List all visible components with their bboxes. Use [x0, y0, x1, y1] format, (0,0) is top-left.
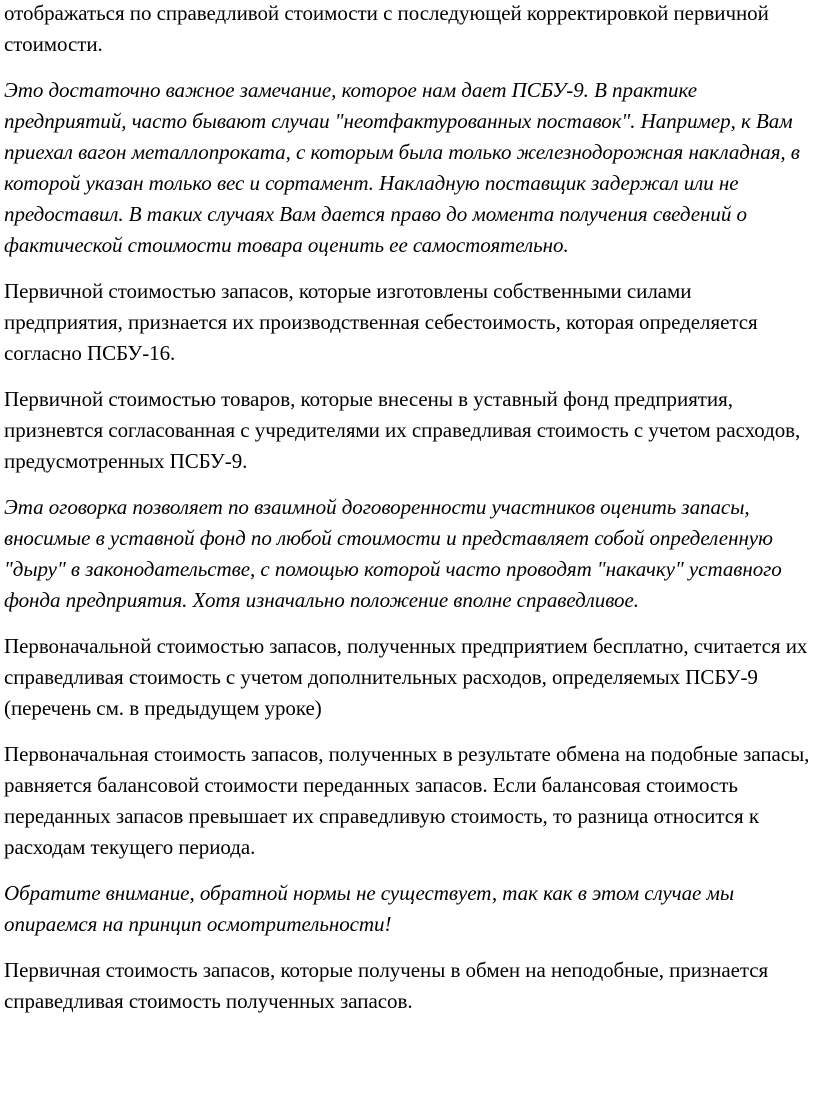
paragraph-charter-fund-loophole-note: Эта оговорка позволяет по взаимной договоренности участников оценить запасы, вносимые в уставной фонд по любой стоимости и представляет собой определенную "дыру" в законодательстве, с помощью которой часто проводят "накачку" уставного фонда предприятия. Хотя изначально положение вполне справедливое. [4, 495, 782, 612]
document-page [4, 0, 812, 1032]
paragraph-prudence-principle-note: Обратите внимание, обратной нормы не существует, так как в этом случае мы опираемся на принцип осмотрительности! [4, 881, 735, 936]
paragraph-charter-fund-contribution: Первичной стоимостью товаров, которые внесены в уставный фонд предприятия, призневтся согласованная с учредителями их справедливая стоимость с учетом расходов, предусмотренных ПСБУ-9. [4, 387, 801, 473]
paragraph-uninvoiced-deliveries-note: Это достаточно важное замечание, которое нам дает ПСБУ-9. В практике предприятий, часто бывают случаи "неотфактурованных поставок". Например, к Вам приехал вагон металлопроката, с которым была только железнодорожная накладная, в которой указан только вес и сортамент. Накладную поставщик задержал или не предоставил. В таких случаях Вам дается право до момента получения сведений о фактической стоимости товара оценить ее самостоятельно. [4, 78, 800, 257]
paragraph-dissimilar-exchange: Первичная стоимость запасов, которые получены в обмен на неподобные, признается справедливая стоимость полученных запасов. [4, 958, 769, 1013]
paragraph-free-of-charge-inventory: Первоначальной стоимостью запасов, полученных предприятием бесплатно, считается их справедливая стоимость с учетом дополнительных расходов, определяемых ПСБУ-9 (перечень см. в предыдущем уроке) [4, 634, 808, 720]
paragraph-similar-exchange: Первоначальная стоимость запасов, полученных в результате обмена на подобные запасы, равняется балансовой стоимости переданных запасов. Если балансовая стоимость переданных запасов превышает их справедливую стоимость, то разница относится к расходам текущего периода. [4, 742, 810, 859]
paragraph-self-made-inventory: Первичной стоимостью запасов, которые изготовлены собственными силами предприятия, признается их производственная себестоимость, которая определяется согласно ПСБУ-16. [4, 279, 758, 365]
paragraph-fair-value-adjustment: отображаться по справедливой стоимости с последующей корректировкой первичной стоимости. [4, 1, 769, 56]
